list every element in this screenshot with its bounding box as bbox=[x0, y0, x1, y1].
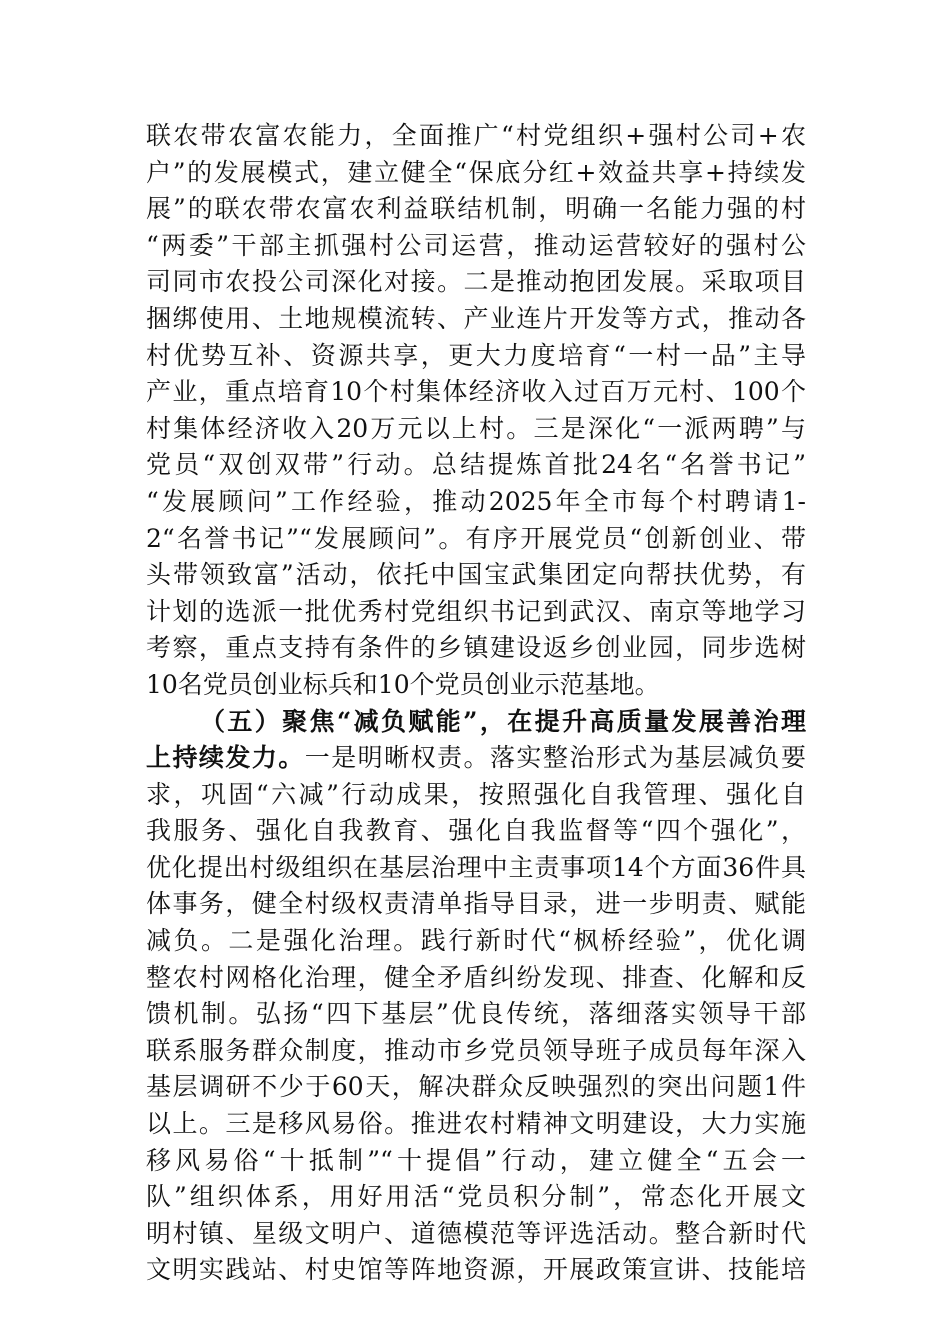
text-line: 考察，重点支持有条件的乡镇建设返乡创业园，同步选树 bbox=[146, 633, 806, 663]
text-line: 头带领致富”活动，依托中国宝武集团定向帮扶优势，有 bbox=[146, 560, 806, 590]
text-segment: 一是明晰权责。落实整治形式为基层减负要 bbox=[304, 743, 806, 773]
section-heading-end: 上持续发力。 bbox=[146, 743, 305, 773]
text-line: 村优势互补、资源共享，更大力度培育“一村一品”主导 bbox=[146, 340, 806, 370]
text-line: 2“名誉书记”“发展顾问”。有序开展党员“创新创业、带 bbox=[146, 523, 806, 553]
text-line: 计划的选派一批优秀村党组织书记到武汉、南京等地学习 bbox=[146, 596, 806, 626]
text-line: 明村镇、星级文明户、道德模范等评选活动。整合新时代 bbox=[146, 1218, 806, 1248]
text-line: 司同市农投公司深化对接。二是推动抱团发展。采取项目 bbox=[146, 267, 806, 297]
text-line: 党员“双创双带”行动。总结提炼首批24名“名誉书记” bbox=[146, 450, 806, 480]
text-line: 优化提出村级组织在基层治理中主责事项14个方面36件具 bbox=[146, 852, 806, 882]
text-line: 我服务、强化自我教育、强化自我监督等“四个强化”， bbox=[146, 816, 806, 846]
text-line: 户”的发展模式，建立健全“保底分红+效益共享+持续发 bbox=[146, 157, 806, 187]
section-heading-line: （五）聚焦“减负赋能”，在提升高质量发展善治理 bbox=[200, 706, 806, 736]
text-line: 减负。二是强化治理。践行新时代“枫桥经验”，优化调 bbox=[146, 926, 806, 956]
text-line: 文明实践站、村史馆等阵地资源，开展政策宣讲、技能培 bbox=[146, 1255, 806, 1285]
text-line: 移风易俗“十抵制”“十提倡”行动，建立健全“五会一 bbox=[146, 1145, 806, 1175]
text-line: 村集体经济收入20万元以上村。三是深化“一派两聘”与 bbox=[146, 413, 806, 443]
text-line: 整农村网格化治理，健全矛盾纠纷发现、排查、化解和反 bbox=[146, 962, 806, 992]
text-line: 产业，重点培育10个村集体经济收入过百万元村、100个 bbox=[146, 377, 806, 407]
text-line: “两委”干部主抓强村公司运营，推动运营较好的强村公 bbox=[146, 230, 806, 260]
text-line: 馈机制。弘扬“四下基层”优良传统，落细落实领导干部 bbox=[146, 999, 806, 1029]
text-line: 队”组织体系，用好用活“党员积分制”，常态化开展文 bbox=[146, 1182, 806, 1212]
text-line: 求，巩固“六减”行动成果，按照强化自我管理、强化自 bbox=[146, 779, 806, 809]
text-line: 联系服务群众制度，推动市乡党员领导班子成员每年深入 bbox=[146, 1035, 806, 1065]
text-line: 10名党员创业标兵和10个党员创业示范基地。 bbox=[146, 669, 660, 699]
text-line: 捆绑使用、土地规模流转、产业连片开发等方式，推动各 bbox=[146, 303, 806, 333]
text-line: 以上。三是移风易俗。推进农村精神文明建设，大力实施 bbox=[146, 1109, 806, 1139]
text-line: 联农带农富农能力，全面推广“村党组织+强村公司+农 bbox=[146, 121, 806, 150]
text-line: 体事务，健全村级权责清单指导目录，进一步明责、赋能 bbox=[146, 889, 806, 919]
text-line: 展”的联农带农富农利益联结机制，明确一名能力强的村 bbox=[146, 194, 806, 224]
text-line: “发展顾问”工作经验，推动2025年全市每个村聘请1- bbox=[146, 486, 806, 516]
text-line: 基层调研不少于60天，解决群众反映强烈的突出问题1件 bbox=[146, 1072, 806, 1102]
body-text bbox=[146, 118, 806, 1289]
text-line bbox=[146, 740, 806, 777]
